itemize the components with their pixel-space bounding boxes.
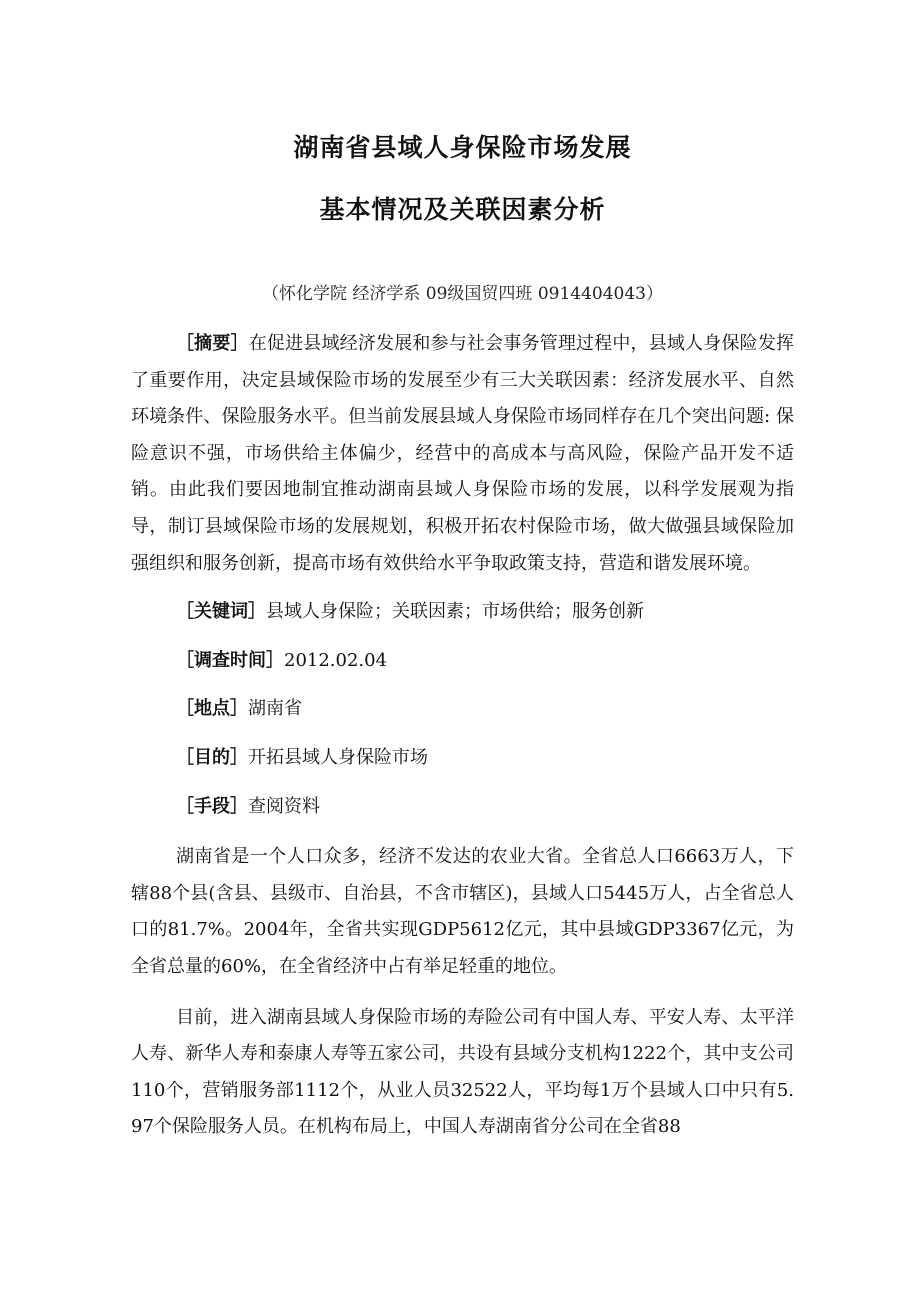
method-line — [131, 789, 794, 826]
keywords-line — [131, 594, 794, 631]
body-paragraph-1: 湖南省是一个人口众多，经济不发达的农业大省。全省总人口6663万人，下辖88个县(含县、县级市、自治县，不含市辖区)，县域人口5445万人，占全省总人口的81.7%。2004年，全省共实现GDP5612亿元，其中县域GDP3367亿元，为全省总量的60%，在全省经济中占有举足轻重的地位。 — [131, 846, 794, 977]
survey-time-label: ［调查时间］ — [176, 649, 284, 671]
author-affiliation: （怀化学院 经济学系 09级国贸四班 0914404043） — [261, 284, 663, 304]
document-title-line1: 湖南省县域人身保险市场发展 — [293, 133, 632, 162]
body-paragraph-2: 目前，进入湖南县域人身保险市场的寿险公司有中国人寿、平安人寿、太平洋人寿、新华人寿和泰康人寿等五家公司，共设有县域分支机构1222个，其中支公司110个，营销服务部1112个，从业人员32522人，平均每1万个县域人口中只有5.97个保险服务人员。在机构布局上，中国人寿湖南省分公司在全省88 — [131, 1006, 794, 1138]
purpose-value: 开拓县域人身保险市场 — [248, 746, 428, 768]
keywords-text: 县域人身保险；关联因素；市场供给；服务创新 — [266, 601, 644, 623]
abstract-paragraph — [131, 326, 794, 582]
method-label: ［手段］ — [176, 795, 248, 817]
method-value: 查阅资料 — [248, 795, 320, 817]
location-value: 湖南省 — [248, 698, 302, 720]
abstract-label: ［摘要］ — [176, 333, 249, 354]
location-line — [131, 691, 794, 728]
survey-time-value: 2012.02.04 — [284, 649, 388, 671]
keywords-label: ［关键词］ — [176, 601, 266, 623]
location-label: ［地点］ — [176, 698, 248, 720]
purpose-label: ［目的］ — [176, 746, 248, 768]
abstract-text: 在促进县域经济发展和参与社会事务管理过程中，县域人身保险发挥了重要作用，决定县域保险市场的发展至少有三大关联因素：经济发展水平、自然环境条件、保险服务水平。但当前发展县域人身保险市场同样存在几个突出问题: 保险意识不强，市场供给主体偏少，经营中的高成本与高风险，保险产品开发不适销。由此我们要因地制宜推动湖南县域人身保险市场的发展，以科学发展观为指导，制订县域保险市场的发展规划，积极开拓农村保险市场，做大做强县域保险加强组织和服务创新，提高市场有效供给水平争取政策支持，营造和谐发展环境。 — [131, 333, 795, 574]
purpose-line — [131, 740, 794, 777]
survey-time-line — [131, 643, 794, 680]
document-title-line2: 基本情况及关联因素分析 — [319, 195, 606, 224]
